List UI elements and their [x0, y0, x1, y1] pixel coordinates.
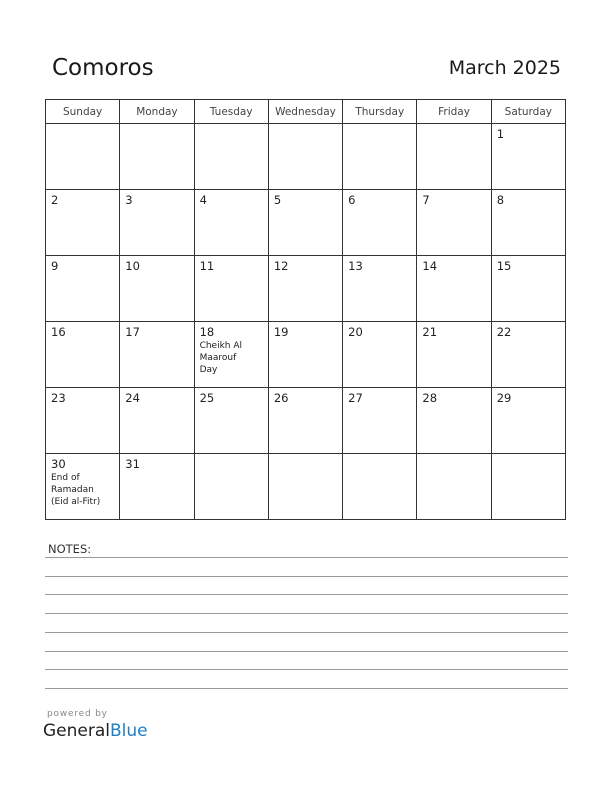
logo-blue-text: Blue	[110, 721, 148, 741]
day-cell	[46, 322, 120, 388]
notes-line	[45, 688, 568, 689]
day-cell	[491, 190, 565, 256]
day-cell	[343, 454, 417, 520]
day-cell	[46, 454, 120, 520]
day-cell	[268, 256, 342, 322]
day-cell	[343, 124, 417, 190]
day-number: 26	[273, 391, 289, 405]
week-row	[46, 454, 566, 520]
day-number: 28	[422, 391, 438, 405]
notes-line	[45, 576, 568, 577]
weekday-thursday: Thursday	[343, 100, 417, 124]
day-cell	[120, 256, 194, 322]
day-number: 10	[125, 259, 140, 273]
day-cell	[417, 388, 491, 454]
day-cell	[194, 190, 268, 256]
day-number: 20	[348, 325, 363, 339]
week-row	[46, 256, 566, 322]
day-cell	[268, 322, 342, 388]
day-cell	[194, 454, 268, 520]
day-number: 16	[51, 325, 66, 339]
day-number: 27	[348, 391, 363, 405]
day-cell	[417, 322, 491, 388]
day-cell	[417, 256, 491, 322]
day-number: 31	[125, 457, 140, 471]
day-number: 21	[422, 325, 438, 339]
notes-line	[45, 613, 568, 614]
day-cell	[417, 454, 491, 520]
day-cell	[268, 388, 342, 454]
day-cell	[343, 388, 417, 454]
holiday-label: End of Ramadan (Eid al-Fitr)	[51, 473, 101, 507]
day-number: 13	[348, 259, 363, 273]
day-cell	[120, 124, 194, 190]
calendar-grid	[45, 99, 566, 520]
day-number: 8	[496, 193, 505, 207]
day-cell	[343, 256, 417, 322]
day-number: 2	[51, 193, 59, 207]
day-cell	[268, 124, 342, 190]
day-cell	[417, 190, 491, 256]
day-cell	[120, 388, 194, 454]
day-cell	[417, 124, 491, 190]
notes-line	[45, 651, 568, 652]
powered-by-label: powered by	[47, 709, 108, 719]
day-number: 4	[199, 193, 207, 207]
day-number: 15	[496, 259, 512, 273]
day-cell	[120, 454, 194, 520]
week-row	[46, 124, 566, 190]
day-number: 30	[51, 457, 66, 471]
day-cell	[194, 256, 268, 322]
day-number: 1	[496, 127, 505, 141]
weekday-sunday: Sunday	[46, 100, 120, 124]
day-cell	[120, 190, 194, 256]
day-cell	[343, 190, 417, 256]
month-year-title: March 2025	[448, 57, 561, 79]
day-number: 25	[199, 391, 215, 405]
day-cell	[268, 454, 342, 520]
weekday-tuesday: Tuesday	[194, 100, 268, 124]
day-number: 29	[496, 391, 512, 405]
day-cell	[120, 322, 194, 388]
week-row	[46, 190, 566, 256]
weekday-header-row	[46, 100, 566, 124]
logo-general-text: General	[43, 721, 110, 741]
day-cell	[491, 124, 565, 190]
day-cell	[194, 322, 268, 388]
day-cell	[343, 322, 417, 388]
country-title: Comoros	[52, 55, 154, 81]
notes-line	[45, 557, 568, 558]
day-cell	[491, 454, 565, 520]
day-number: 12	[273, 259, 289, 273]
day-cell	[491, 388, 565, 454]
day-number: 24	[125, 391, 140, 405]
notes-line	[45, 594, 568, 595]
notes-line	[45, 632, 568, 633]
notes-line	[45, 669, 568, 670]
day-number: 18	[199, 325, 215, 339]
day-cell	[46, 256, 120, 322]
day-number: 11	[199, 259, 215, 273]
day-number: 23	[51, 391, 66, 405]
day-number: 9	[51, 259, 59, 273]
generalblue-logo	[43, 721, 148, 741]
day-cell	[46, 190, 120, 256]
day-number: 19	[273, 325, 289, 339]
weekday-saturday: Saturday	[491, 100, 565, 124]
day-cell	[268, 190, 342, 256]
day-cell	[194, 388, 268, 454]
day-number: 5	[273, 193, 282, 207]
day-number: 6	[348, 193, 356, 207]
day-number: 22	[496, 325, 512, 339]
day-cell	[491, 322, 565, 388]
day-cell	[46, 124, 120, 190]
week-row	[46, 322, 566, 388]
week-row	[46, 388, 566, 454]
weekday-wednesday: Wednesday	[268, 100, 342, 124]
day-number: 14	[422, 259, 438, 273]
day-number: 7	[422, 193, 430, 207]
day-cell	[491, 256, 565, 322]
holiday-label: Cheikh Al Maarouf Day	[199, 341, 243, 375]
day-cell	[194, 124, 268, 190]
day-number: 17	[125, 325, 140, 339]
day-cell	[46, 388, 120, 454]
weekday-friday: Friday	[417, 100, 491, 124]
day-number: 3	[125, 193, 133, 207]
notes-label: NOTES:	[48, 542, 92, 556]
weekday-monday: Monday	[120, 100, 194, 124]
